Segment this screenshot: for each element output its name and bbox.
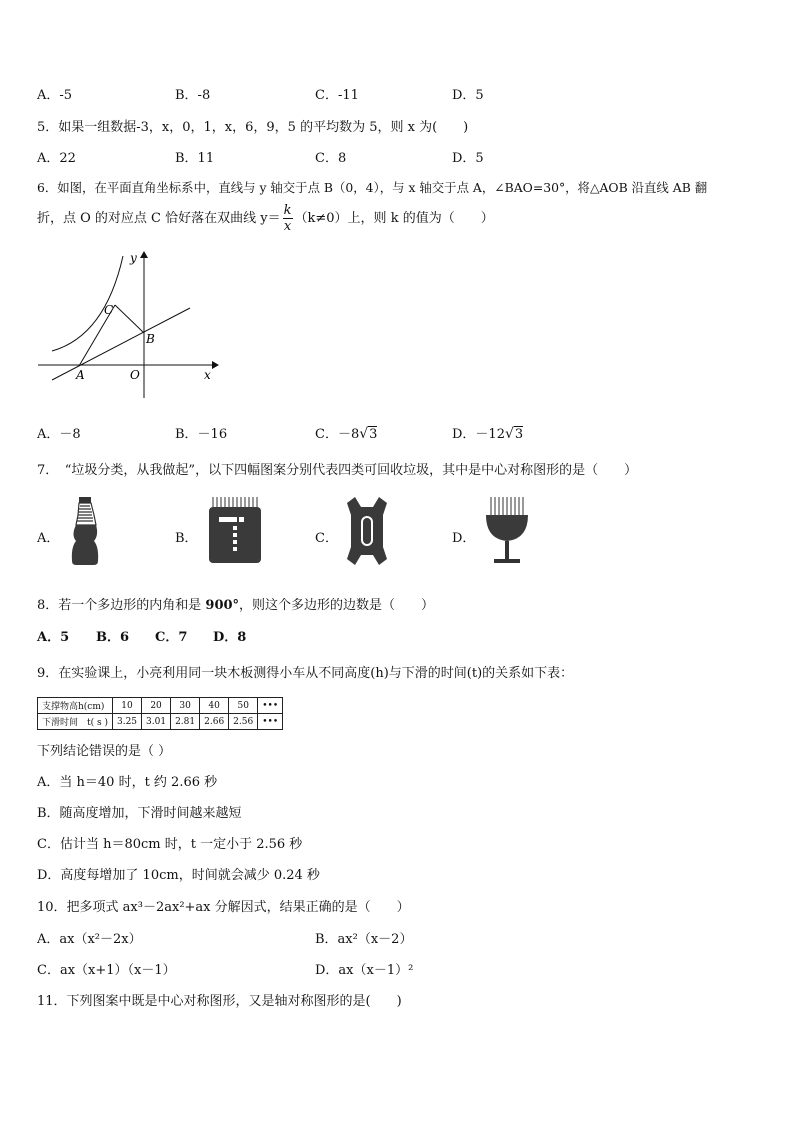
table-cell: 3.25 — [112, 714, 141, 730]
goblet-icon — [482, 495, 532, 567]
q6-stem-line2-post: （k≠0）上，则 k 的值为（ ） — [294, 211, 494, 226]
table-cell: 50 — [229, 698, 258, 714]
label-x: x — [204, 368, 211, 382]
q4-option-d: D．5 — [452, 88, 484, 103]
label-c: C — [104, 303, 114, 317]
q8-option-b: B．6 — [96, 630, 130, 645]
q6-option-c-pre: C．－8 — [315, 427, 360, 442]
q11-stem: 11．下列图案中既是中心对称图形，又是轴对称图形的是( ) — [37, 994, 402, 1009]
q6-option-d-radicand: 3 — [514, 427, 524, 442]
table-cell: ••• — [258, 698, 283, 714]
y-axis-arrow — [140, 251, 148, 258]
q5-option-d: D．5 — [452, 151, 484, 166]
label-o: O — [130, 368, 140, 382]
table-cell: 40 — [200, 698, 229, 714]
label-y: y — [130, 251, 137, 265]
q6-stem-line2-pre: 折，点 O 的对应点 C 恰好落在双曲线 y＝ — [37, 211, 281, 226]
table-cell: 2.56 — [229, 714, 258, 730]
q6-option-b: B．－16 — [175, 427, 228, 442]
q6-option-d — [452, 423, 523, 442]
q5-option-b: B．11 — [175, 151, 215, 166]
q9-stem: 9．在实验课上，小亮利用同一块木板测得小车从不同高度(h)与下滑的时间(t)的关系如下表： — [37, 666, 574, 681]
q7-option-a: A． — [37, 531, 60, 546]
notebook-icon — [205, 495, 265, 565]
q6-option-c-radicand: 3 — [369, 427, 378, 442]
q8-stem — [37, 594, 434, 613]
q8-stem-post: ，则这个多边形的边数是（ ） — [239, 598, 435, 613]
q8-option-c: C．7 — [155, 630, 188, 645]
q4-option-a: A．-5 — [37, 88, 73, 103]
table-cell: 20 — [142, 698, 171, 714]
table-cell: 3.01 — [142, 714, 171, 730]
q4-option-c: C．-11 — [315, 88, 359, 103]
q5-stem: 5．如果一组数据-3，x，0，1，x，6，9，5 的平均数为 5，则 x 为( ) — [37, 120, 469, 135]
radical-sign: √ — [359, 426, 369, 442]
q6-stem-line1: 6．如图，在平面直角坐标系中，直线与 y 轴交于点 B（0，4），与 x 轴交于点 A，∠BAO=30°，将△AOB 沿直线 AB 翻 — [37, 180, 708, 195]
q5-option-a: A．22 — [37, 151, 76, 166]
table-cell: 支撑物高h(cm) — [38, 698, 113, 714]
q9-option-c: C．估计当 h＝80cm 时，t 一定小于 2.56 秒 — [37, 837, 303, 852]
q6-option-c — [315, 423, 377, 442]
q10-option-a: A．ax（x²－2x） — [37, 932, 142, 947]
q10-option-c: C．ax（x+1）（x－1） — [37, 963, 176, 978]
q10-option-b: B．ax²（x－2） — [315, 932, 413, 947]
q4-option-b: B．-8 — [175, 88, 211, 103]
q9-option-a: A．当 h＝40 时，t 约 2.66 秒 — [37, 775, 218, 790]
segment-cb — [115, 305, 144, 333]
wrench-icon — [345, 495, 389, 567]
table-cell: ••• — [258, 714, 283, 730]
q8-stem-pre: 8．若一个多边形的内角和是 — [37, 598, 206, 613]
table-cell: 10 — [112, 698, 141, 714]
table-cell: 2.66 — [200, 714, 229, 730]
q9-data-table — [37, 697, 283, 730]
q5-option-c: C．8 — [315, 151, 347, 166]
radical-sign: √ — [504, 426, 514, 442]
line-ab — [52, 308, 190, 380]
table-cell: 2.81 — [171, 714, 200, 730]
q6-frac-denominator: x — [283, 219, 292, 234]
table-row — [38, 714, 283, 730]
q7-stem: 7． “垃圾分类，从我做起”，以下四幅图案分别代表四类可回收垃圾，其中是中心对称图形的是（ ） — [37, 463, 638, 478]
table-row — [38, 698, 283, 714]
q6-figure — [30, 248, 220, 403]
q7-option-b: B． — [175, 531, 198, 546]
q6-fraction — [283, 203, 293, 234]
bottle-icon — [68, 495, 102, 567]
label-b: B — [146, 332, 155, 346]
q8-option-a: A．5 — [37, 630, 70, 645]
q8-option-d: D．8 — [213, 630, 247, 645]
q6-option-d-pre: D．－12 — [452, 427, 505, 442]
q6-stem-line2 — [37, 203, 494, 234]
q9-prompt: 下列结论错误的是（ ） — [37, 744, 172, 759]
q10-option-d: D．ax（x－1）² — [315, 963, 414, 978]
q7-option-c: C． — [315, 531, 338, 546]
label-a: A — [76, 368, 85, 382]
table-cell: 30 — [171, 698, 200, 714]
q9-option-d: D．高度每增加了 10cm，时间就会减少 0.24 秒 — [37, 868, 320, 883]
q6-frac-numerator: k — [283, 203, 292, 218]
q10-stem: 10．把多项式 ax³－2ax²+ax 分解因式，结果正确的是（ ） — [37, 900, 410, 915]
q7-option-d: D． — [452, 531, 476, 546]
q6-option-a: A．－8 — [37, 427, 81, 442]
table-cell: 下滑时间 t( s ) — [38, 714, 113, 730]
q9-option-b: B．随高度增加，下滑时间越来越短 — [37, 806, 242, 821]
q8-angle-value: 900° — [205, 598, 240, 613]
x-axis-arrow — [212, 361, 219, 369]
